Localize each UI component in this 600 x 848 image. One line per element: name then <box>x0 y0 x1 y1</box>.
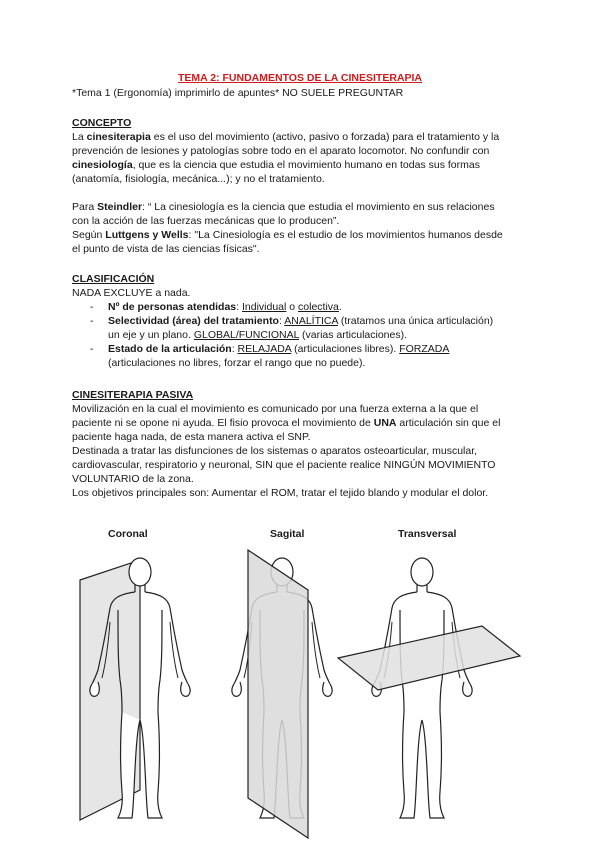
bullet-item-1: Nº de personas atendidas: Individual o colectiva. <box>108 301 342 313</box>
coronal-figure <box>80 558 190 820</box>
concepto-line-8: el punto de vista de las ciencias físicas". <box>72 243 260 255</box>
clasificacion-heading: CLASIFICACIÓN <box>72 273 155 285</box>
concepto-line-6: con la acción de las fuerzas mecánicas que lo producen”. <box>72 215 340 227</box>
bullet-dash-1: - <box>90 301 94 313</box>
concepto-line-7: Según Luttgens y Wells: "La Cinesiología es el estudio de los movimientos humanos desde <box>72 229 503 241</box>
pasiva-heading: CINESITERAPIA PASIVA <box>72 389 194 401</box>
pasiva-line-1: Movilización en la cual el movimiento es comunicado por una fuerza externa a la que el <box>72 403 479 415</box>
bullet-item-3-cont: (articulaciones no libres, forzar el rango que no puede). <box>108 357 366 369</box>
anatomical-planes-figure <box>70 540 530 840</box>
document-title: TEMA 2: FUNDAMENTOS DE LA CINESITERAPIA <box>177 72 423 84</box>
pasiva-line-3: paciente haga nada, de esta manera activa el SNP. <box>72 431 311 443</box>
pasiva-line-7: Los objetivos principales son: Aumentar el ROM, tratar el tejido blando y modular el dolor. <box>72 487 489 499</box>
figure-label-coronal: Coronal <box>108 528 148 540</box>
transversal-figure <box>338 558 520 818</box>
concepto-heading: CONCEPTO <box>72 117 132 129</box>
note-line: *Tema 1 (Ergonomía) imprimirlo de apuntes* NO SUELE PREGUNTAR <box>72 87 404 99</box>
bullet-item-3: Estado de la articulación: RELAJADA (articulaciones libres). FORZADA <box>108 343 450 355</box>
bullet-item-2-cont: un eje y un plano. GLOBAL/FUNCIONAL (varias articulaciones). <box>108 329 408 341</box>
pasiva-line-6: VOLUNTARIO de la zona. <box>72 473 194 485</box>
pasiva-line-5: cardiovascular, respiratorio y neuronal, SIN que el paciente realice NINGÚN MOVIMIENTO <box>72 459 496 471</box>
concepto-line-2: prevención de lesiones y patologías sobre todo en el aparato locomotor. No confundir con <box>72 145 490 157</box>
concepto-line-1: La cinesiterapia es el uso del movimiento (activo, pasivo o forzada) para el tratamiento y la <box>72 131 500 143</box>
bullet-item-2: Selectividad (área) del tratamiento: ANALÍTICA (tratamos una única articulación) <box>108 315 494 327</box>
concepto-line-3: cinesiología, que es la ciencia que estudia el movimiento humano en todas sus formas <box>72 159 480 171</box>
figure-label-transversal: Transversal <box>398 528 457 540</box>
concepto-line-4: (anatomía, fisiología, mecánica...); y no el tratamiento. <box>72 173 325 185</box>
figure-label-sagital: Sagital <box>270 528 305 540</box>
clasificacion-intro: NADA EXCLUYE a nada. <box>72 287 191 299</box>
bullet-dash-2: - <box>90 315 94 327</box>
sagital-figure <box>232 550 332 838</box>
pasiva-line-4: Destinada a tratar las disfunciones de los sistemas o aparatos osteoarticular, muscular, <box>72 445 478 457</box>
bullet-dash-3: - <box>90 343 94 355</box>
pasiva-line-2: paciente ni se opone ni ayuda. El fisio provoca el movimiento de UNA articulación sin que el <box>72 417 501 429</box>
concepto-line-5: Para Steindler: “ La cinesiología es la ciencia que estudia el movimiento en sus relaciones <box>72 201 495 213</box>
